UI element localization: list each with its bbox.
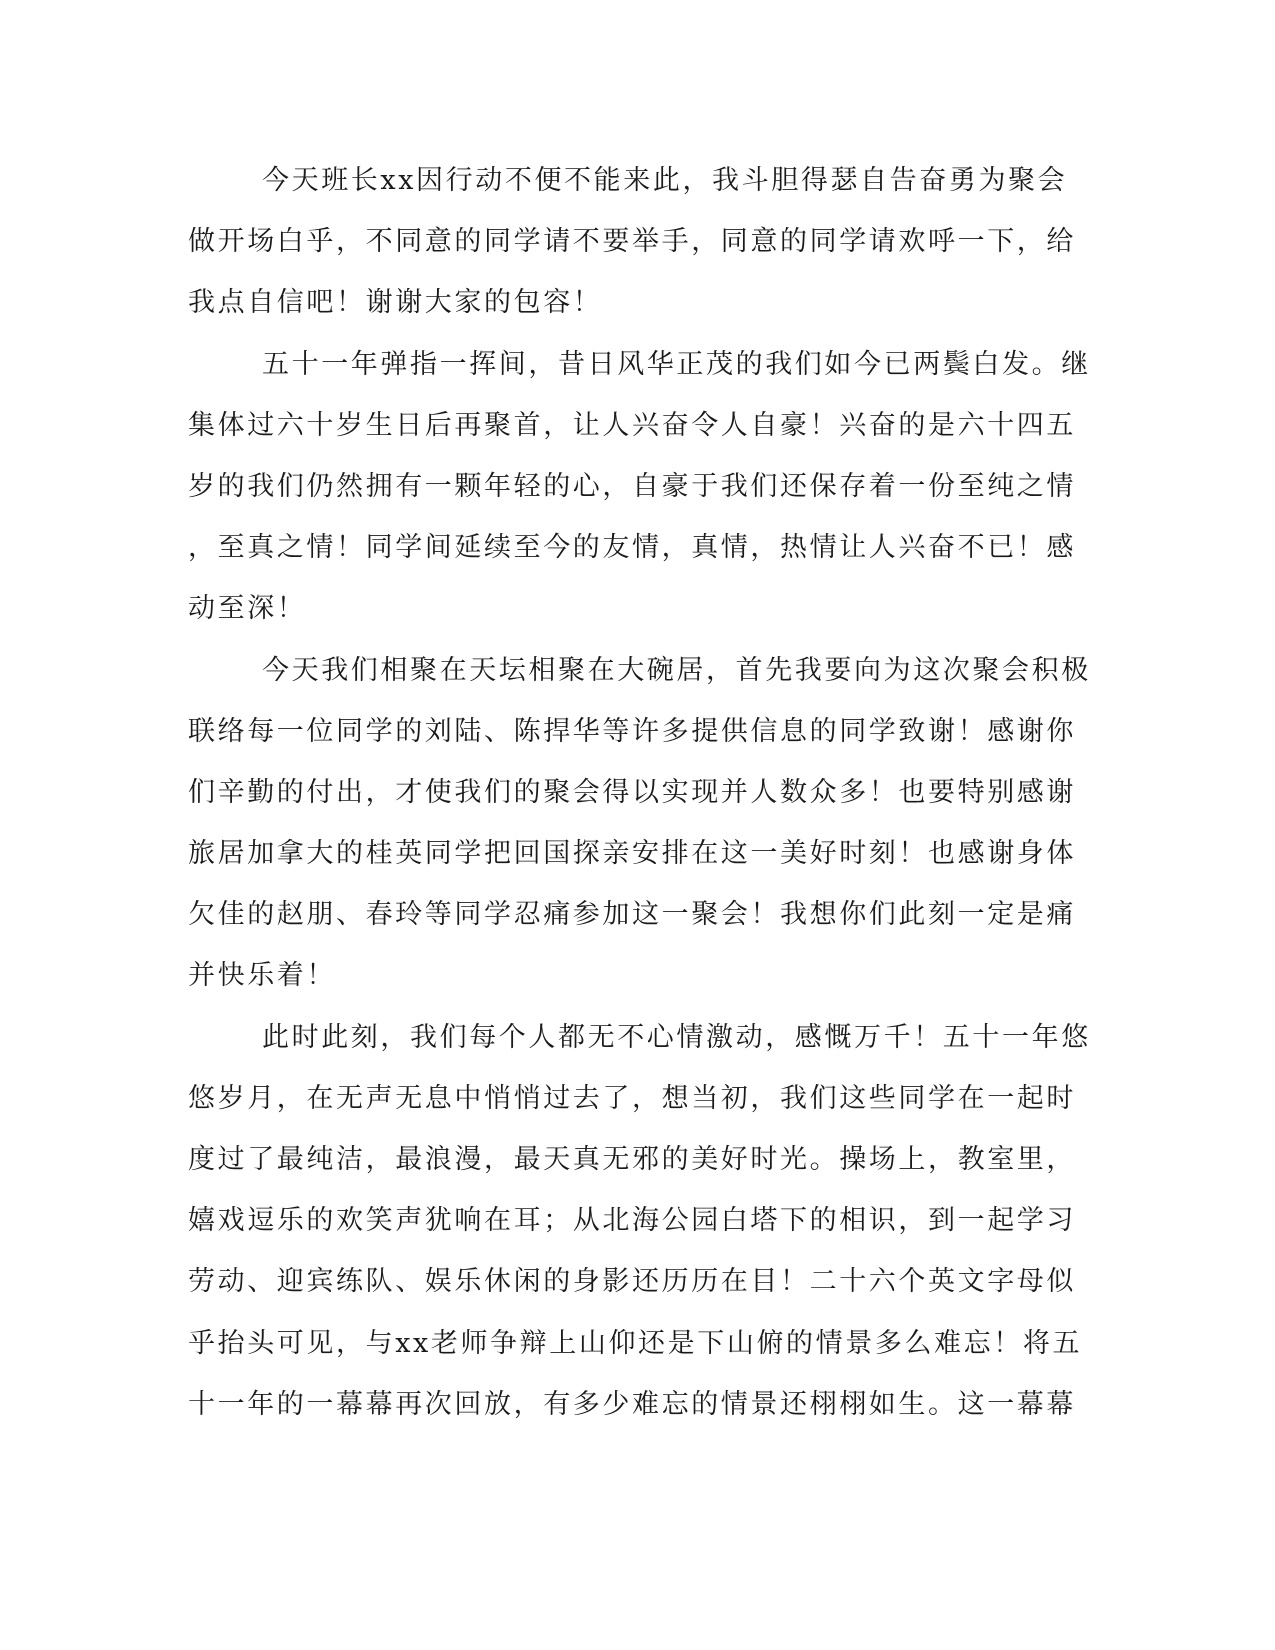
text-line: 嬉戏逗乐的欢笑声犹响在耳；从北海公园白塔下的相识，到一起学习 (188, 1205, 1076, 1237)
paragraph-1 (188, 150, 1076, 334)
text-line: 做开场白乎，不同意的同学请不要举手，同意的同学请欢呼一下，给 (188, 226, 1076, 258)
text-line: 今天我们相聚在天坛相聚在大碗居，首先我要向为这次聚会积极 (262, 654, 1091, 686)
text-line: 劳动、迎宾练队、娱乐休闲的身影还历历在目！二十六个英文字母似 (188, 1266, 1076, 1298)
text-line: 集体过六十岁生日后再聚首，让人兴奋令人自豪！兴奋的是六十四五 (188, 409, 1076, 441)
text-line: 此时此刻，我们每个人都无不心情激动，感慨万千！五十一年悠 (262, 1021, 1091, 1053)
text-line: 度过了最纯洁，最浪漫，最天真无邪的美好时光。操场上，教室里， (188, 1144, 1076, 1175)
text-line: 我点自信吧！谢谢大家的包容！ (188, 287, 603, 319)
text-line: 乎抬头可见，与xx老师争辩上山仰还是下山俯的情景多么难忘！将五 (188, 1327, 1083, 1359)
text-line: ，至真之情！同学间延续至今的友情，真情，热情让人兴奋不已！感 (188, 532, 1076, 564)
paragraph-4 (188, 1007, 1091, 1435)
text-line: 们辛勤的付出，才使我们的聚会得以实现并人数众多！也要特别感谢 (188, 776, 1076, 808)
paragraph-2 (188, 334, 1091, 640)
text-line: 今天班长xx因行动不便不能来此，我斗胆得瑟自告奋勇为聚会 (262, 165, 1068, 196)
text-line: 岁的我们仍然拥有一颗年轻的心，自豪于我们还保存着一份至纯之情 (188, 470, 1076, 502)
text-line: 五十一年弹指一挥间，昔日风华正茂的我们如今已两鬓白发。继 (262, 348, 1091, 380)
text-line: 悠岁月，在无声无息中悄悄过去了，想当初，我们这些同学在一起时 (188, 1082, 1076, 1114)
text-line: 并快乐着！ (188, 960, 336, 992)
paragraph-3 (188, 640, 1091, 1007)
text-line: 联络每一位同学的刘陆、陈捍华等许多提供信息的同学致谢！感谢你 (188, 715, 1076, 747)
text-line: 欠佳的赵朋、春玲等同学忍痛参加这一聚会！我想你们此刻一定是痛 (188, 899, 1076, 931)
document-body (188, 150, 1091, 1435)
text-line: 十一年的一幕幕再次回放，有多少难忘的情景还栩栩如生。这一幕幕 (188, 1388, 1076, 1420)
text-line: 旅居加拿大的桂英同学把回国探亲安排在这一美好时刻！也感谢身体 (188, 838, 1076, 870)
text-line: 动至深！ (188, 593, 307, 625)
